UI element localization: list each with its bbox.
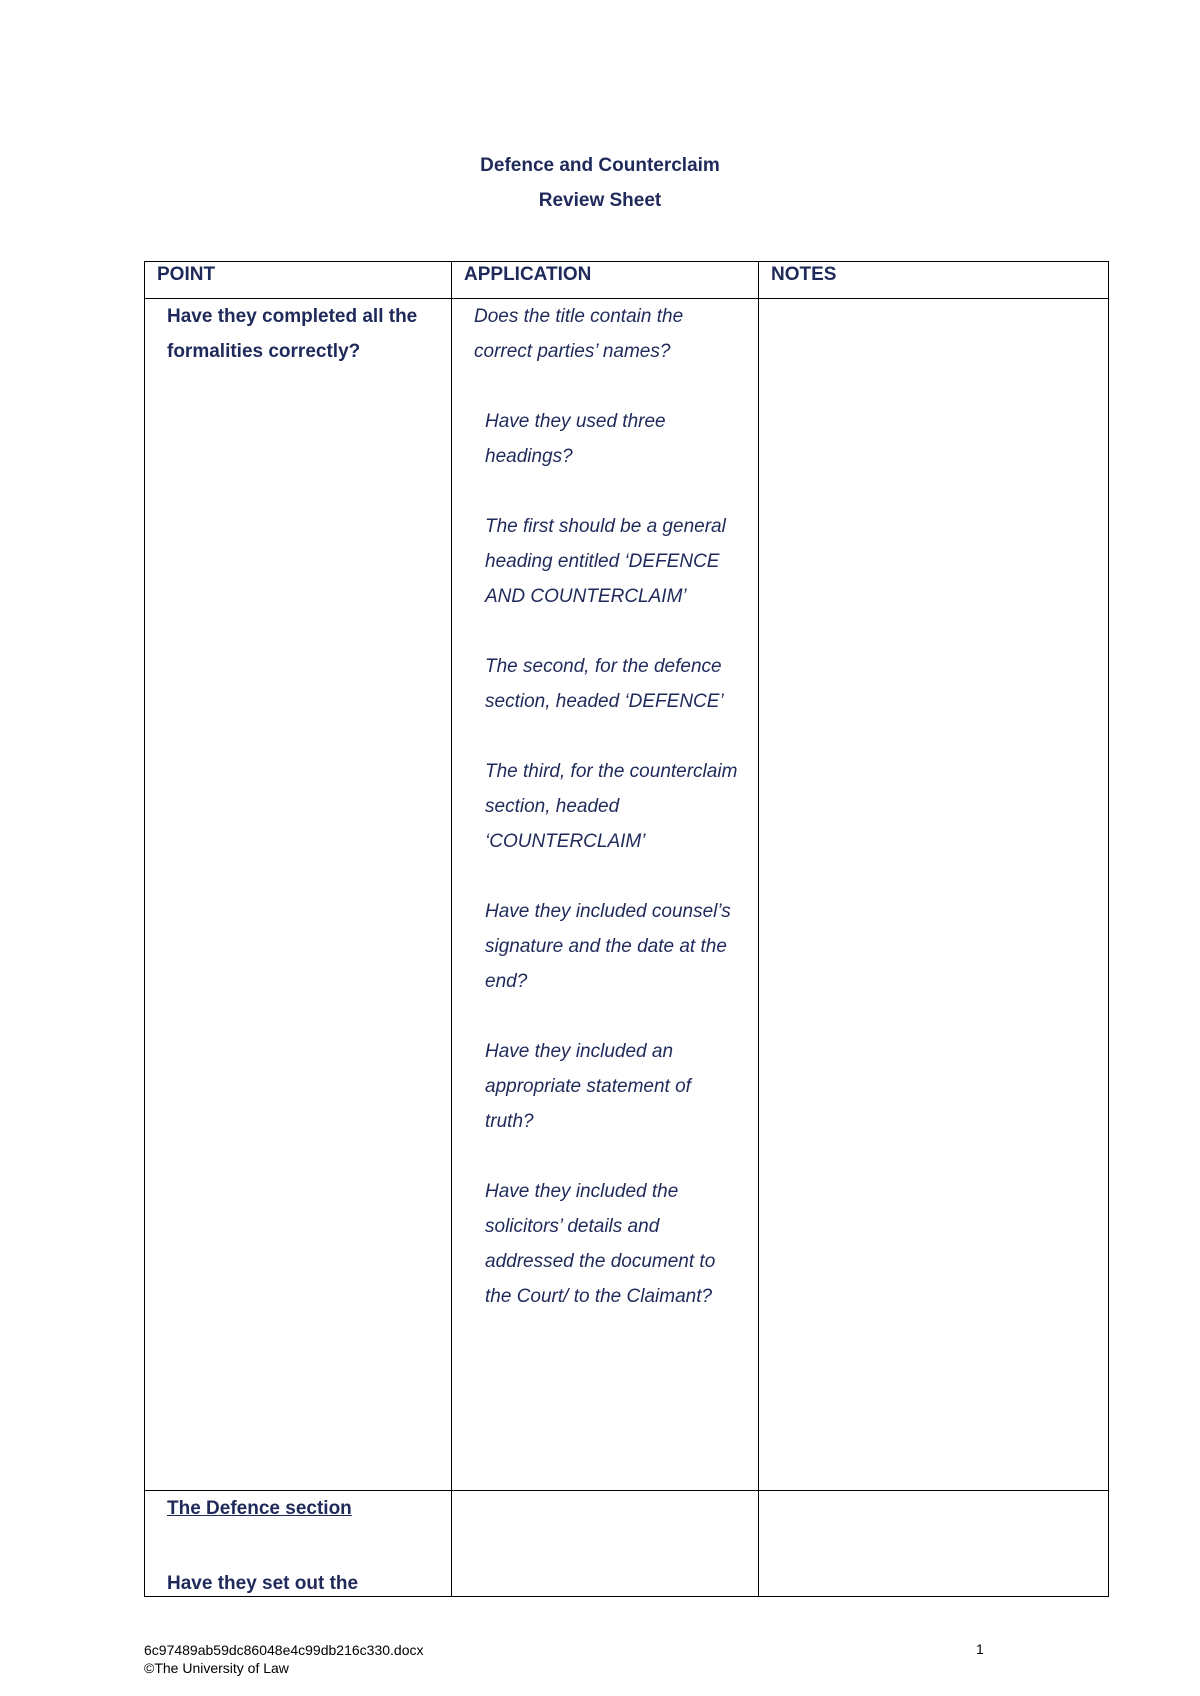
- footer: [144, 1641, 423, 1677]
- header-application: APPLICATION: [452, 262, 759, 299]
- application-list: [452, 299, 758, 1314]
- application-item: The second, for the defence section, headed ‘DEFENCE’: [485, 656, 724, 712]
- application-item: Have they included counsel’s signature and the date at the end?: [485, 901, 731, 992]
- application-item: Have they included the solicitors’ details and addressed the document to the Court/ to the Claimant?: [485, 1181, 716, 1307]
- point-cell: [145, 299, 452, 1491]
- point-text: Have they set out the: [167, 1573, 359, 1594]
- application-item: Does the title contain the correct parties’ names?: [474, 306, 684, 362]
- header-notes: NOTES: [759, 262, 1109, 299]
- application-cell: [452, 1491, 759, 1597]
- document-subtitle: Review Sheet: [538, 190, 662, 211]
- header-point: POINT: [145, 262, 452, 299]
- notes-cell: [759, 1491, 1109, 1597]
- footer-filename: 6c97489ab59dc86048e4c99db216c330.docx: [144, 1642, 424, 1658]
- notes-cell: [759, 299, 1109, 1491]
- section-heading: The Defence section: [167, 1498, 352, 1519]
- table-header-row: [145, 262, 1109, 299]
- point-cell: [145, 1491, 452, 1597]
- table-row: [145, 1491, 1109, 1597]
- point-text: Have they completed all the formalities correctly?: [167, 306, 418, 362]
- document-title: Defence and Counterclaim: [480, 155, 720, 176]
- application-item: Have they used three headings?: [485, 411, 666, 467]
- application-item: The third, for the counterclaim section, headed ‘COUNTERCLAIM’: [485, 761, 738, 852]
- review-table: [144, 261, 1109, 1597]
- footer-copyright: ©The University of Law: [144, 1660, 289, 1676]
- application-item: The first should be a general heading entitled ‘DEFENCE AND COUNTERCLAIM’: [485, 516, 726, 607]
- page-number: 1: [976, 1641, 984, 1657]
- table-row: [145, 299, 1109, 1491]
- application-cell: [452, 299, 759, 1491]
- application-item: Have they included an appropriate statement of truth?: [485, 1041, 691, 1132]
